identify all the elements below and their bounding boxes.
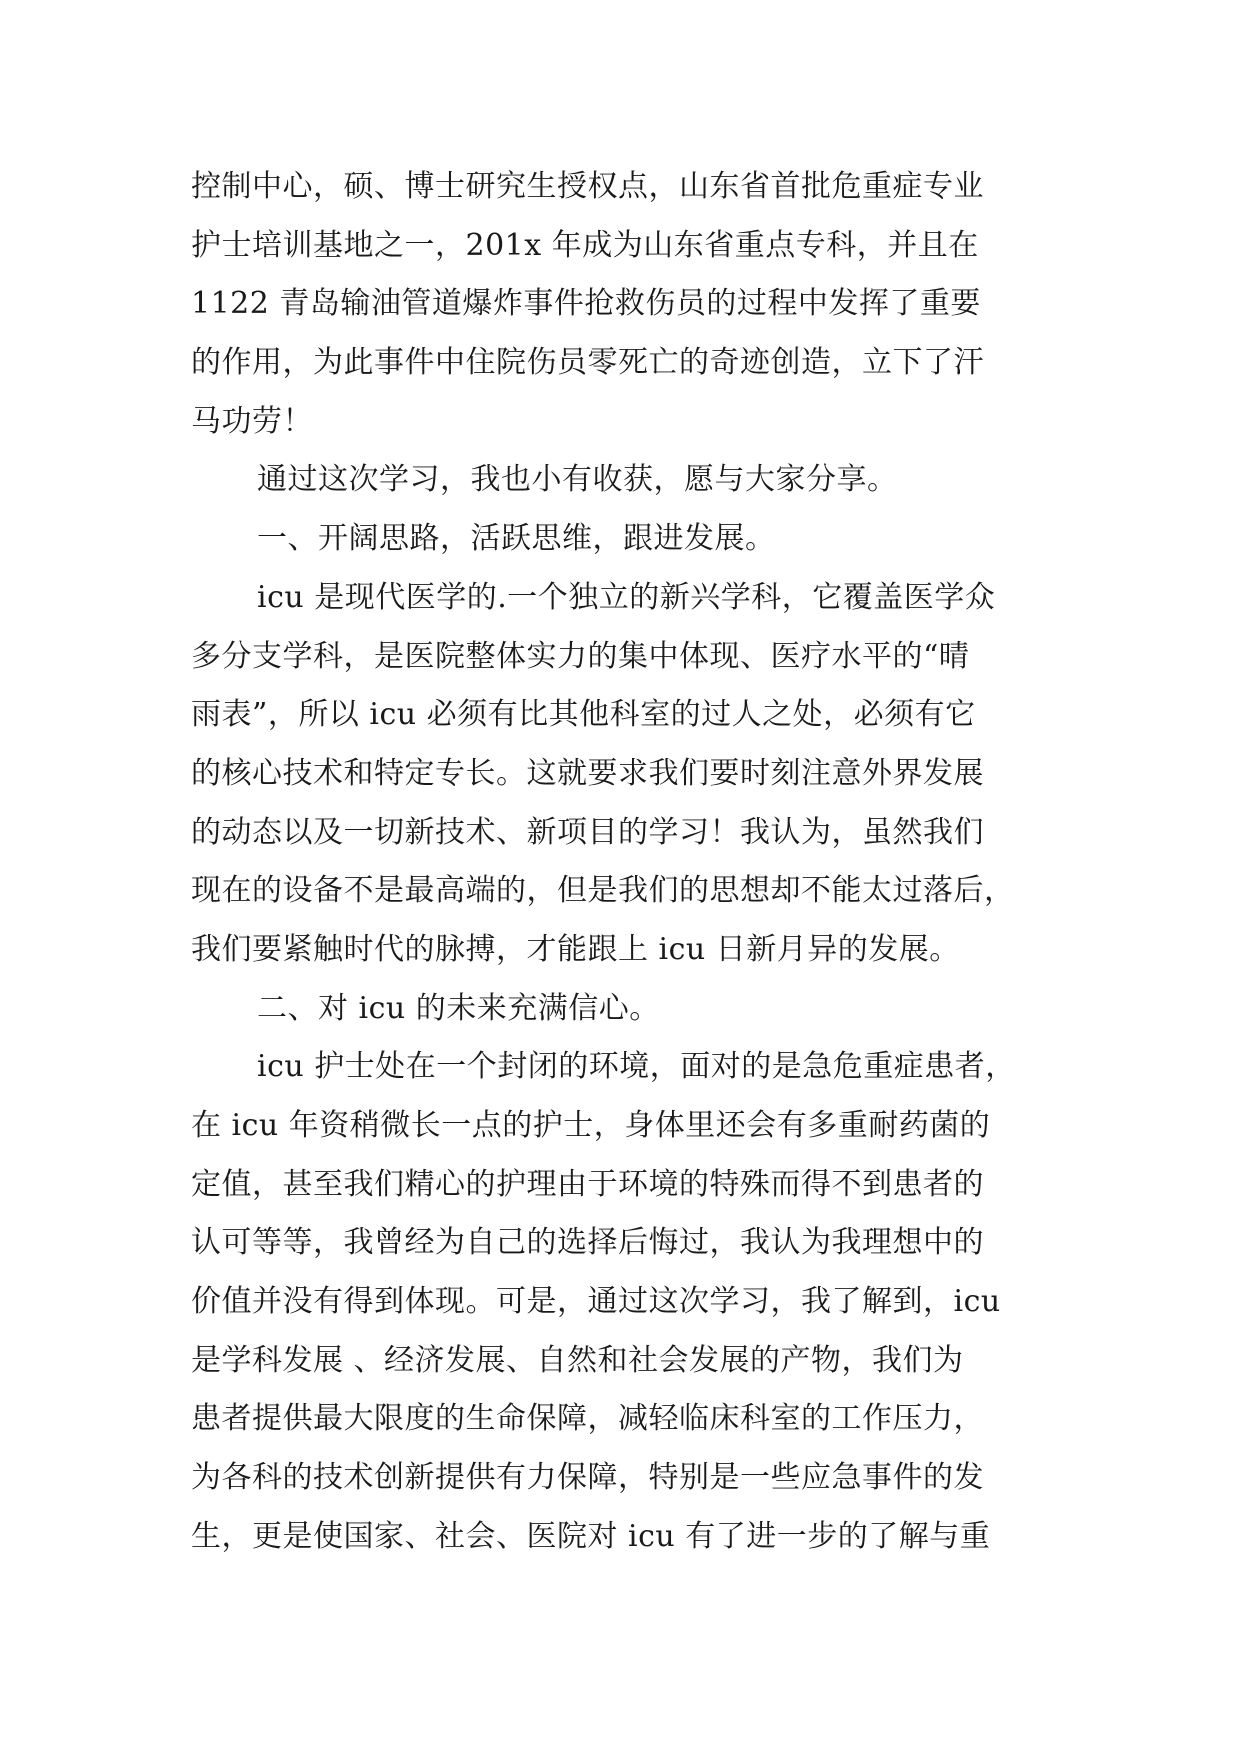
text-line: 护士培训基地之一，201x 年成为山东省重点专科，并且在 [191, 227, 979, 263]
text-line: 认可等等，我曾经为自己的选择后悔过，我认为我理想中的 [191, 1225, 984, 1261]
text-line: 现在的设备不是最高端的，但是我们的思想却不能太过落后， [191, 873, 1015, 909]
text-line: 多分支学科，是医院整体实力的集中体现、医疗水平的“晴 [191, 638, 970, 674]
text-line: 二、对 icu 的未来充满信心。 [257, 990, 660, 1026]
text-line: 的核心技术和特定专长。这就要求我们要时刻注意外界发展 [191, 755, 984, 791]
text-line: 控制中心，硕、博士研究生授权点，山东省首批危重症专业 [191, 169, 984, 204]
text-line: 定值，甚至我们精心的护理由于环境的特殊而得不到患者的 [191, 1166, 984, 1202]
text-line: 是学科发展 、经济发展、自然和社会发展的产物，我们为 [191, 1342, 964, 1378]
text-line: 马功劳！ [191, 403, 313, 439]
text-line: icu 护士处在一个封闭的环境，面对的是急危重症患者， [257, 1049, 1016, 1085]
text-line: 一、开阔思路，活跃思维，跟进发展。 [257, 521, 776, 557]
text-line: icu 是现代医学的.一个独立的新兴学科，它覆盖医学众 [257, 579, 996, 615]
text-line: 在 icu 年资稍微长一点的护士，身体里还会有多重耐药菌的 [191, 1108, 991, 1143]
text-line: 1122 青岛输油管道爆炸事件抢救伤员的过程中发挥了重要 [191, 286, 981, 322]
text-line: 我们要紧触时代的脉搏，才能跟上 icu 日新月异的发展。 [191, 931, 960, 967]
text-line: 的作用，为此事件中住院伤员零死亡的奇迹创造，立下了汗 [191, 345, 984, 381]
text-line: 通过这次学习，我也小有收获，愿与大家分享。 [257, 462, 898, 498]
document-body [191, 158, 1051, 1567]
text-line: 生，更是使国家、社会、医院对 icu 有了进一步的了解与重 [191, 1518, 991, 1554]
text-line: 价值并没有得到体现。可是，通过这次学习，我了解到，icu [191, 1284, 1001, 1320]
text-line: 的动态以及一切新技术、新项目的学习！我认为，虽然我们 [191, 814, 984, 850]
text-line: 患者提供最大限度的生命保障，减轻临床科室的工作压力， [191, 1401, 984, 1437]
text-line: 雨表”，所以 icu 必须有比其他科室的过人之处，必须有它 [191, 697, 976, 733]
text-line: 为各科的技术创新提供有力保障，特别是一些应急事件的发 [191, 1460, 984, 1496]
